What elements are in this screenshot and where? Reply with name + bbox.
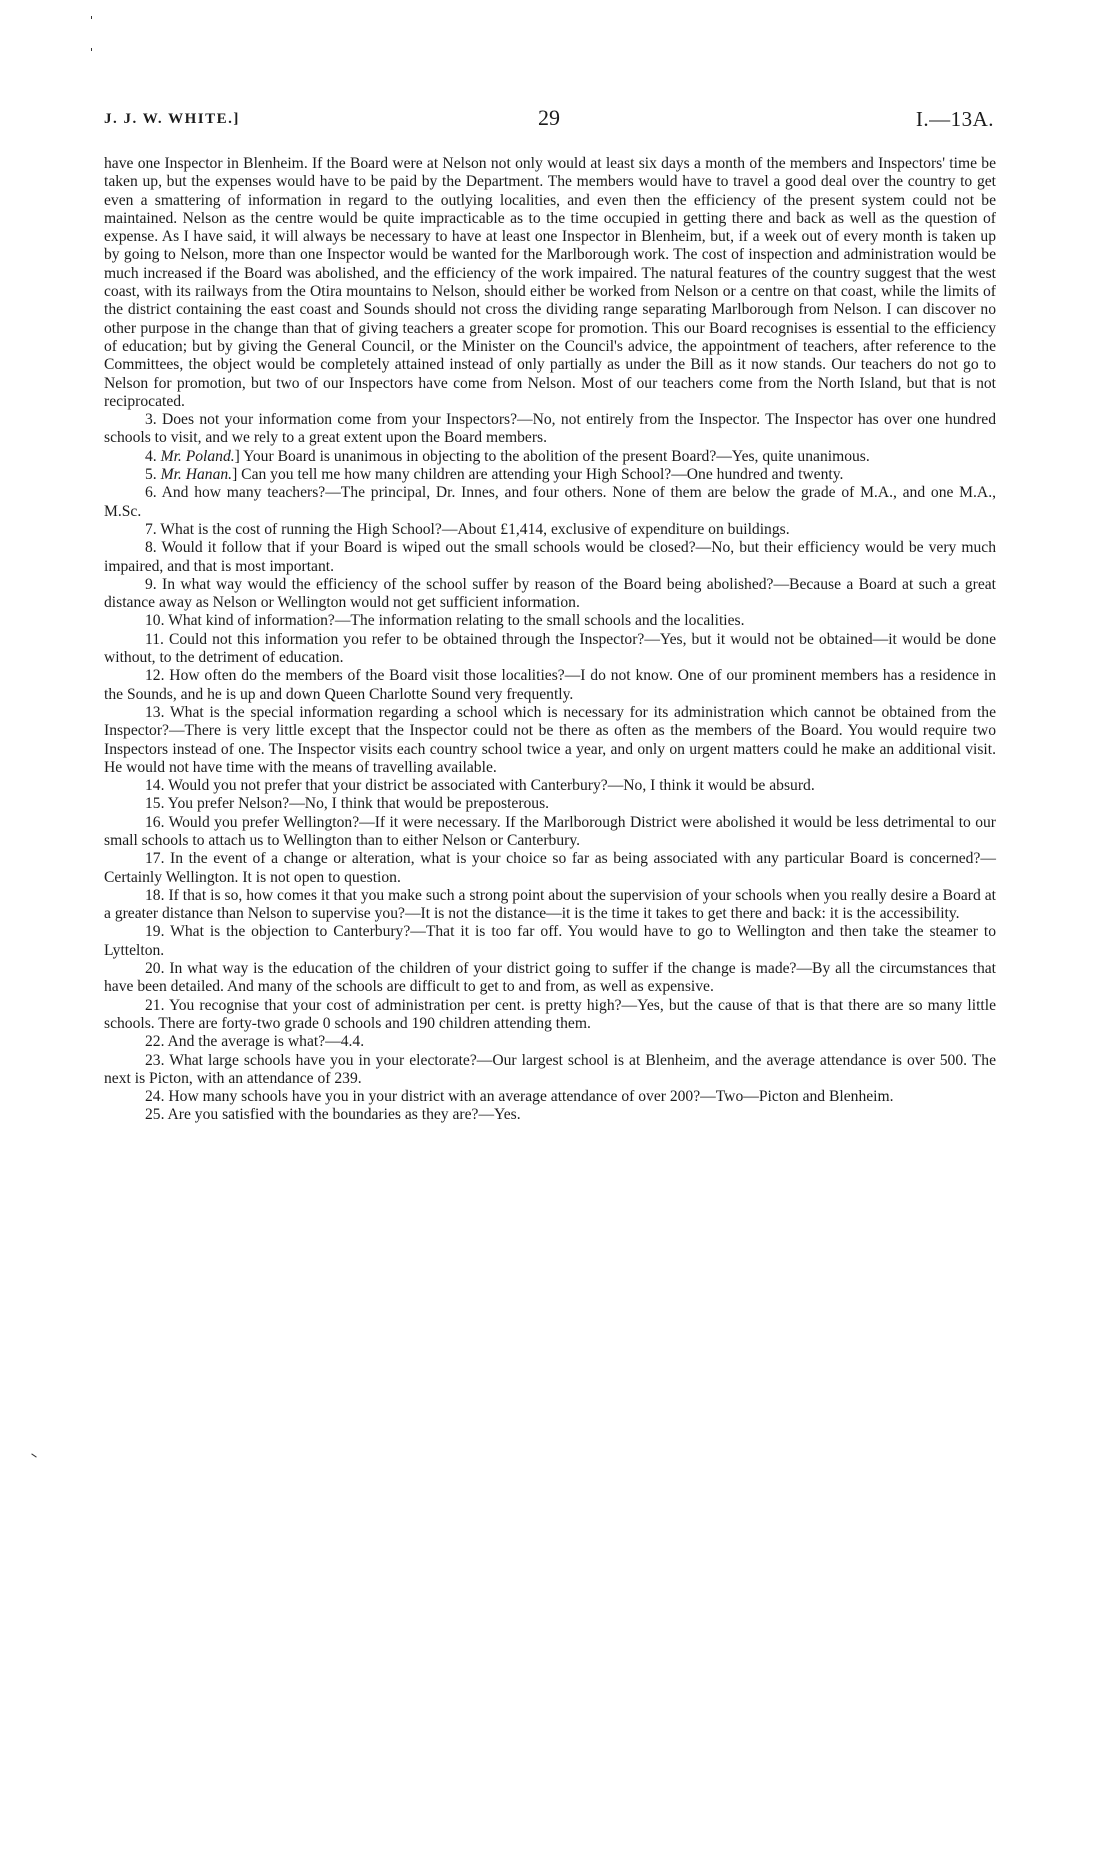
- question-paragraph: 10. What kind of information?—The information relating to the small schools and the localities.: [145, 612, 745, 630]
- question-paragraph: 15. You prefer Nelson?—No, I think that would be preposterous.: [145, 795, 550, 813]
- question-paragraph: 17. In the event of a change or alteration, what is your choice so far as being associated with any particular Board is concerned?—Certainly Wellington. It is not open to question.: [104, 850, 996, 886]
- question-paragraph: 9. In what way would the efficiency of the school suffer by reason of the Board being abolished?—Because a Board at such a great distance away as Nelson or Wellington would not get sufficient information.: [104, 575, 996, 612]
- question-paragraph: 16. Would you prefer Wellington?—If it were necessary. If the Marlborough District were abolished it would be less detrimental to our small schools to attach us to Wellington than to either Nelson or Canterbury.: [104, 813, 996, 849]
- scan-speck: [91, 48, 92, 51]
- scan-speck: [31, 1453, 36, 1457]
- scan-speck: [91, 16, 92, 19]
- question-paragraph: 24. How many schools have you in your district with an average attendance of over 200?—Two—Picton and Blenheim.: [145, 1088, 894, 1106]
- question-paragraph: [104, 448, 996, 466]
- question-lead: 5.: [145, 466, 161, 484]
- question-paragraph: 3. Does not your information come from your Inspectors?—No, not entirely from the Inspector. The Inspector has over one hundred schools to visit, and we rely to a great extent upon the Board members.: [104, 411, 996, 447]
- question-paragraph: 11. Could not this information you refer to be obtained through the Inspector?—Yes, but it would not be obtained—it would be done without, to the detriment of education.: [104, 630, 996, 667]
- question-paragraph: 25. Are you satisfied with the boundaries as they are?—Yes.: [145, 1106, 521, 1124]
- question-paragraph: 18. If that is so, how comes it that you make such a strong point about the supervision of your schools when you really desire a Board at a greater distance than Nelson to supervise you?—It is not the distance—it is the time it takes to get there and back: it is the accessibility.: [104, 886, 996, 923]
- question-paragraph: 13. What is the special information regarding a school which is necessary for its administration which cannot be obtained from the Inspector?—There is very little except that the Inspector could not be there as often as the members of the Board. You would require two Inspectors instead of one. The Inspector visits each country school twice a year, and only on urgent matters could he make an additional visit. He would not have time with the means of travelling available.: [104, 703, 996, 776]
- question-paragraph: 19. What is the objection to Canterbury?—That it is too far off. You would have to go to Wellington and then take the steamer to Lyttelton.: [104, 923, 996, 959]
- question-paragraph: 20. In what way is the education of the children of your district going to suffer if the change is made?—By all the circumstances that have been detailed. And many of the schools are difficult to get to and from, as well as expensive.: [104, 960, 996, 996]
- question-paragraph: 14. Would you not prefer that your district be associated with Canterbury?—No, I think it would be absurd.: [145, 777, 815, 795]
- question-paragraph: 22. And the average is what?—4.4.: [145, 1033, 365, 1051]
- question-text: ] Your Board is unanimous in objecting to the abolition of the present Board?—Yes, quite unanimous.: [234, 447, 870, 465]
- witness-header: J. J. W. WHITE.]: [104, 111, 240, 127]
- question-text: ] Can you tell me how many children are attending your High School?—One hundred and twenty.: [232, 466, 844, 484]
- speaker-name: Mr. Hanan.: [160, 466, 233, 484]
- page-header: [104, 105, 994, 141]
- opening-paragraph: have one Inspector in Blenheim. If the Board were at Nelson not only would at least six days a month of the members and Inspectors' time be taken up, but the expenses would have to be paid by the Department. The members would have to travel a good deal over the country to get even a smattering of information in regard to the outlying localities, and even then the efficiency of the present system could not be maintained. Nelson as the centre would be quite impracticable as to the time occupied in getting there and back as well as the question of expense. As I have said, it will always be necessary to have at least one Inspector in Blenheim, but, if a week out of every month is taken up by going to Nelson, more than one Inspector would be wanted for the Marlborough work. The cost of inspection and administration would be much increased if the Board was abolished, and the efficiency of the work impaired. The natural features of the country suggest that the west coast, with its railways from the Otira mountains to Nelson, should either be worked from Nelson or a centre on that coast, while the limits of the district containing the east coast and Sounds should not cross the dividing range separating Marlborough from Nelson. I can discover no other purpose in the change than that of giving teachers a greater scope for promotion. This our Board recognises is essential to the efficiency of education; but by giving the General Council, or the Minister on the Council's advice, the appointment of teachers, after reference to the Committees, the object would be completely attained instead of only partially as under the Bill as it now stands. Our teachers do not go to Nelson for promotion, but two of our Inspectors have come from Nelson. Most of our teachers come from the North Island, but that is not reciprocated.: [104, 155, 996, 410]
- question-paragraph: 21. You recognise that your cost of administration per cent. is pretty high?—Yes, but the cause of that is that there are so many little schools. There are forty-two grade 0 schools and 190 children attending them.: [104, 996, 996, 1032]
- evidence-body: [104, 155, 996, 1125]
- question-paragraph: 23. What large schools have you in your electorate?—Our largest school is at Blenheim, and the average attendance is over 500. The next is Picton, with an attendance of 239.: [104, 1051, 996, 1087]
- question-lead: 4.: [145, 447, 161, 465]
- speaker-name: Mr. Poland.: [160, 447, 235, 465]
- question-paragraph: 12. How often do the members of the Board visit those localities?—I do not know. One of our prominent members has a residence in the Sounds, and he is up and down Queen Charlotte Sound very frequently.: [104, 667, 996, 703]
- document-reference: I.—13A.: [915, 107, 994, 131]
- question-paragraph: 7. What is the cost of running the High School?—About £1,414, exclusive of expenditure on buildings.: [145, 520, 790, 538]
- question-paragraph: 8. Would it follow that if your Board is wiped out the small schools would be closed?—No, but their efficiency would be very much impaired, and that is most important.: [104, 539, 996, 575]
- question-paragraph: [104, 466, 996, 484]
- page-number: 29: [538, 105, 560, 130]
- question-paragraph: 6. And how many teachers?—The principal, Dr. Innes, and four others. None of them are below the grade of M.A., and one M.A., M.Sc.: [104, 484, 996, 520]
